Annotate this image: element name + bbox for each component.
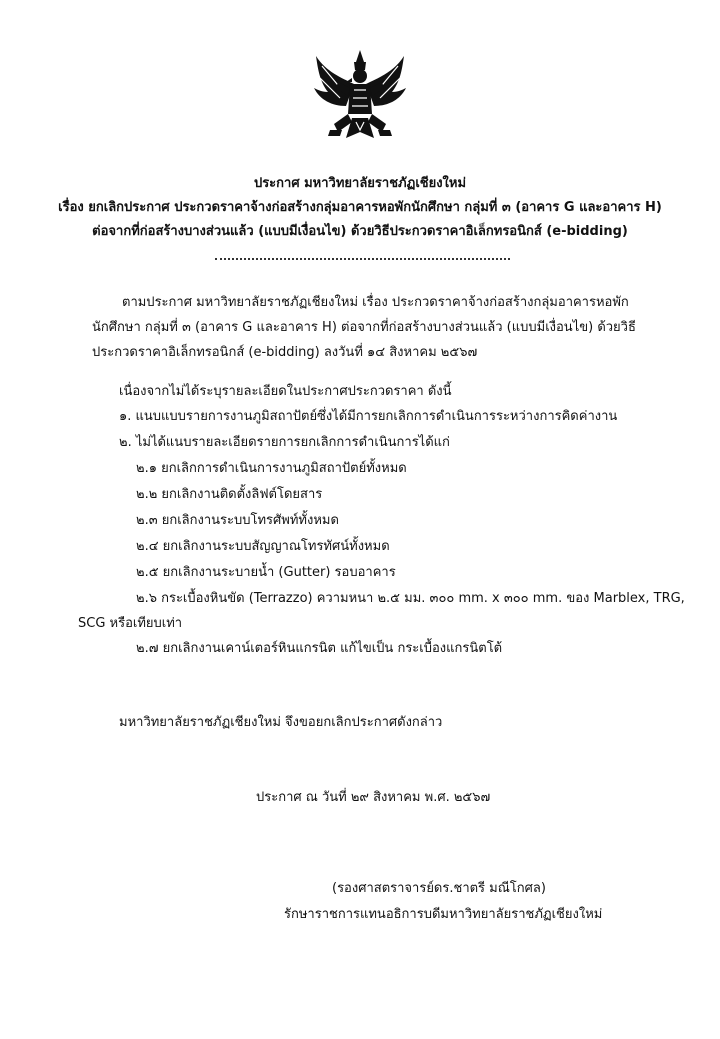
sub-item: ๒.๑ ยกเลิกการดำเนินการงานภูมิสถาปัตย์ทั้งหมด: [136, 461, 407, 476]
item-1: ๑. แนบแบบรายการงานภูมิสถาปัตย์ซึ่งได้มีการยกเลิกการดำเนินการระหว่างการคิดค่างาน: [119, 409, 618, 424]
sub-item: ๒.๖ กระเบื้องหินขัด (Terrazzo) ความหนา ๒.๕ มม. ๓๐๐ mm. x ๓๐๐ mm. ของ Marblex, TRG,: [136, 591, 685, 606]
intro-paragraph: ตามประกาศ มหาวิทยาลัยราชภัฏเชียงใหม่ เรื่อง ประกวดราคาจ้างก่อสร้างกลุ่มอาคารหอพักนักศึกษา กลุ่มที่ ๓ (อาคาร G และอาคาร H) ต่อจากที่ก่อสร้างบางส่วนแล้ว (แบบมีเงื่อนไข) ด้วยวิธีประกวดราคาอิเล็กทรอนิกส์ (e-bidding) ลงวันที่ ๑๔ สิงหาคม ๒๕๖๗: [92, 295, 636, 360]
sub-item: ๒.๒ ยกเลิกงานติดตั้งลิฟต์โดยสาร: [136, 487, 323, 502]
sub-item: ๒.๓ ยกเลิกงานระบบโทรศัพท์ทั้งหมด: [136, 513, 339, 528]
subject-line-2: ต่อจากที่ก่อสร้างบางส่วนแล้ว (แบบมีเงื่อนไข) ด้วยวิธีประกวดราคาอิเล็กทรอนิกส์ (e-bidding): [92, 224, 628, 239]
garuda-emblem-icon: [312, 48, 408, 148]
separator-dots: [215, 258, 510, 260]
item-2: ๒. ไม่ได้แนบรายละเอียดรายการยกเลิกการดำเนินการได้แก่: [119, 435, 450, 450]
sub-item: ๒.๗ ยกเลิกงานเคาน์เตอร์หินแกรนิต แก้ไขเป็น กระเบื้องแกรนิตโต้: [136, 641, 503, 656]
closing-statement: มหาวิทยาลัยราชภัฏเชียงใหม่ จึงขอยกเลิกประกาศดังกล่าว: [119, 715, 443, 730]
signatory-position: รักษาราชการแทนอธิการบดีมหาวิทยาลัยราชภัฏเชียงใหม่: [284, 907, 603, 922]
signatory-name: (รองศาสตราจารย์ดร.ชาตรี มณีโกศล): [332, 881, 546, 896]
sub-item: ๒.๕ ยกเลิกงานระบายน้ำ (Gutter) รอบอาคาร: [136, 565, 396, 580]
sub-item: ๒.๔ ยกเลิกงานระบบสัญญาณโทรทัศน์ทั้งหมด: [136, 539, 390, 554]
announcement-title: ประกาศ มหาวิทยาลัยราชภัฏเชียงใหม่: [253, 176, 467, 191]
announcement-date: ประกาศ ณ วันที่ ๒๙ สิงหาคม พ.ศ. ๒๕๖๗: [256, 790, 491, 805]
reason-intro: เนื่องจากไม่ได้ระบุรายละเอียดในประกาศประกวดราคา ดังนี้: [119, 384, 452, 399]
sub-item-continuation: SCG หรือเทียบเท่า: [78, 616, 183, 631]
subject-line-1: เรื่อง ยกเลิกประกาศ ประกวดราคาจ้างก่อสร้างกลุ่มอาคารหอพักนักศึกษา กลุ่มที่ ๓ (อาคาร G และอาคาร H): [58, 200, 662, 215]
